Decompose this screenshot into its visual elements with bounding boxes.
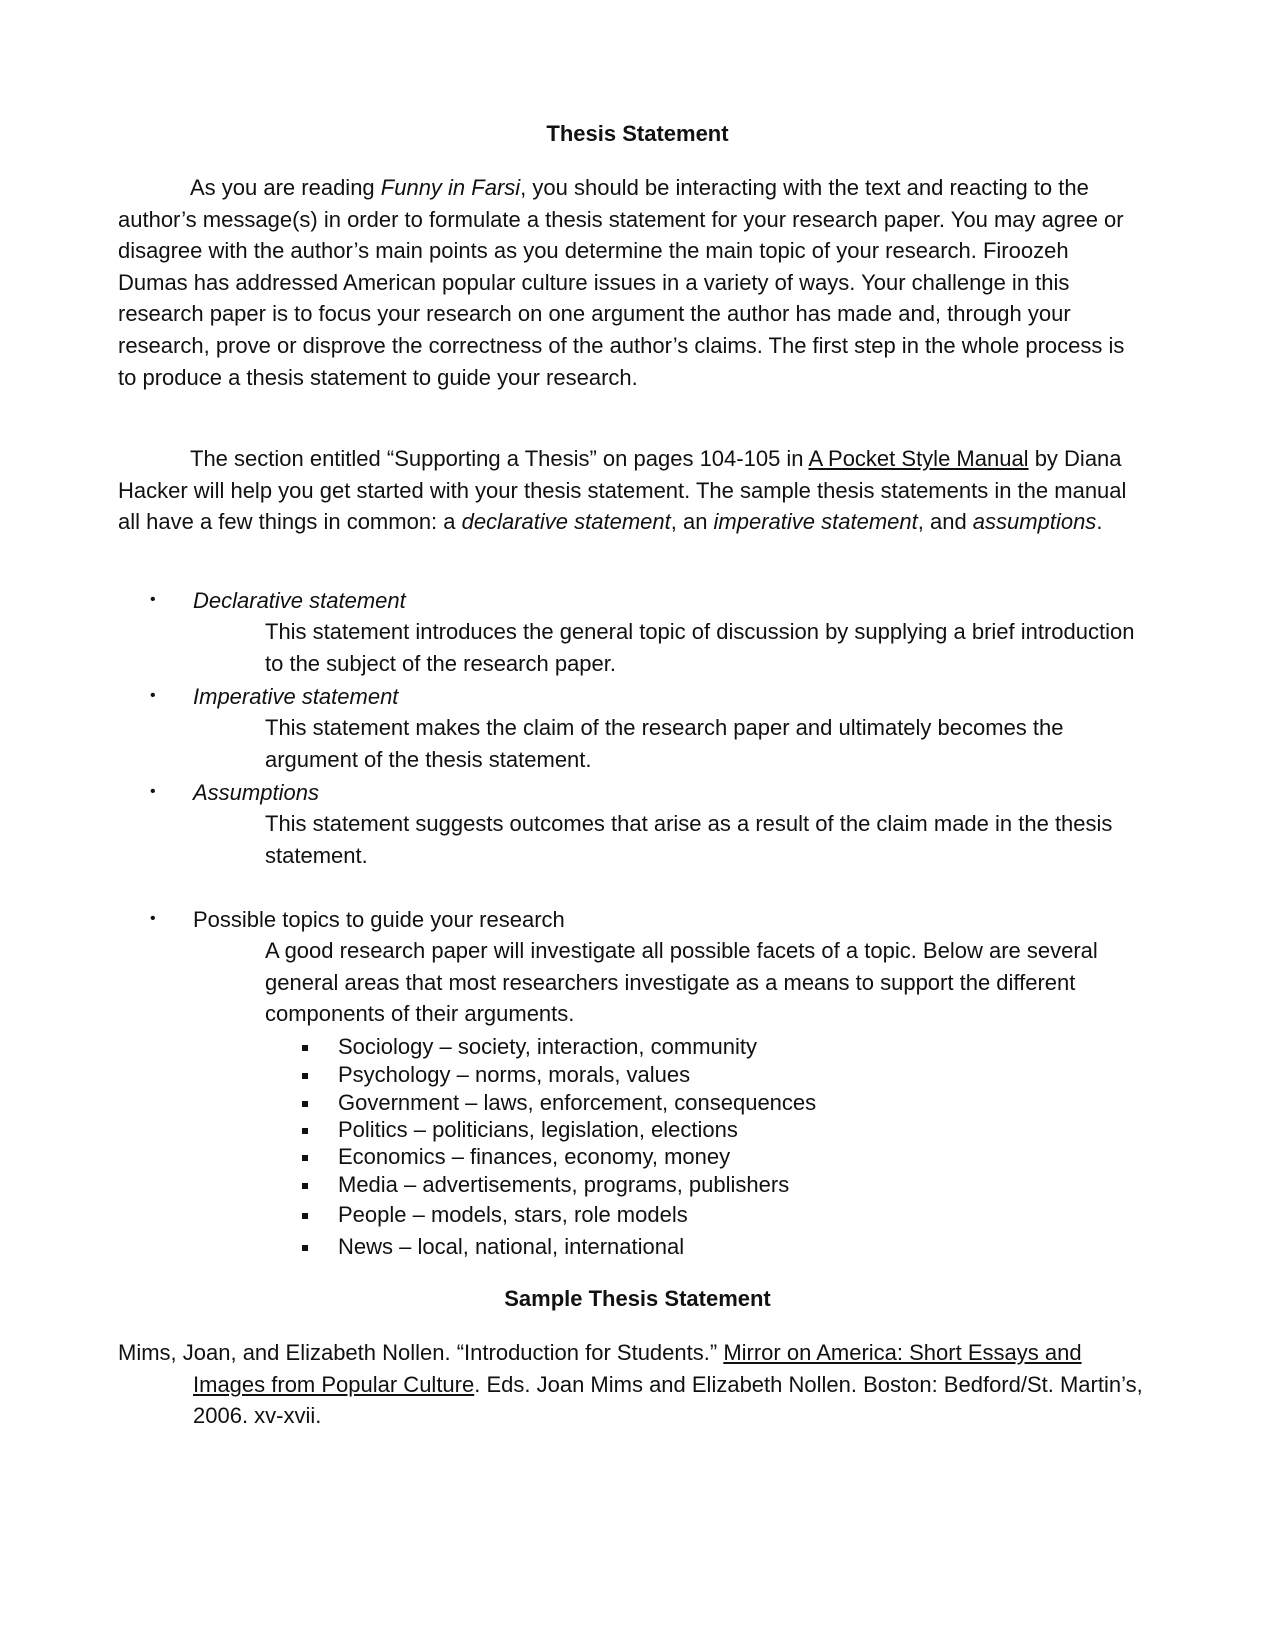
topics-description: A good research paper will investigate all possible facets of a topic. Below are several general areas that most researchers investigate as a means to support the different components of their arguments. bbox=[265, 938, 1098, 1027]
square-bullet-icon bbox=[302, 1128, 308, 1134]
list-item bbox=[0, 1202, 1275, 1230]
bullet-label: Assumptions bbox=[193, 780, 319, 805]
manual-mid: by Diana Hacker will help you get started with your thesis statement. The sample thesis statements in the manual all have a few things in common: a bbox=[118, 446, 1127, 535]
bullet-dot: • bbox=[150, 687, 156, 704]
list-item bbox=[0, 1117, 1275, 1145]
list-item bbox=[0, 1172, 1275, 1200]
bullet-description: This statement makes the claim of the research paper and ultimately becomes the argument of the thesis statement. bbox=[265, 715, 1064, 772]
book-title: Funny in Farsi bbox=[380, 175, 521, 200]
bullet-label: Declarative statement bbox=[193, 588, 406, 613]
square-bullet-icon bbox=[302, 1073, 308, 1079]
list-item bbox=[0, 1090, 1275, 1118]
list-item-text: Psychology – norms, morals, values bbox=[338, 1062, 691, 1087]
bullet-description: This statement suggests outcomes that arise as a result of the claim made in the thesis statement. bbox=[265, 811, 1113, 868]
term-sep-1: , an bbox=[670, 509, 714, 535]
bullet-label: Imperative statement bbox=[193, 684, 399, 709]
bullet-label: Possible topics to guide your research bbox=[193, 907, 565, 932]
term-sep-2: , and bbox=[917, 509, 973, 535]
manual-title: A Pocket Style Manual bbox=[808, 446, 1029, 471]
intro-lead: As you are reading bbox=[190, 175, 381, 200]
intro-paragraph bbox=[118, 172, 1138, 393]
square-bullet-icon bbox=[302, 1213, 308, 1219]
citation-rest: . Eds. Joan Mims and Elizabeth Nollen. Boston: Bedford/St. Martin’s, 2006. xv-xvii. bbox=[193, 1371, 1143, 1429]
list-item-text: News – local, national, international bbox=[338, 1234, 685, 1259]
sample-title: Sample Thesis Statement bbox=[504, 1286, 771, 1311]
list-item-text: People – models, stars, role models bbox=[338, 1202, 688, 1227]
bullet-dot: • bbox=[150, 591, 156, 608]
list-item-text: Media – advertisements, programs, publishers bbox=[338, 1172, 790, 1197]
list-item-text: Sociology – society, interaction, community bbox=[338, 1034, 757, 1059]
square-bullet-icon bbox=[302, 1245, 308, 1251]
list-item-text: Government – laws, enforcement, consequences bbox=[338, 1090, 817, 1115]
manual-lead: The section entitled “Supporting a Thesis” on pages 104-105 in bbox=[190, 446, 809, 471]
term-assumptions: assumptions bbox=[972, 509, 1097, 535]
citation-book-title: Mirror on America: Short Essays and Images from Popular Culture bbox=[193, 1340, 1082, 1397]
intro-rest: , you should be interacting with the text and reacting to the author’s message(s) in order to formulate a thesis statement for your research paper. You may agree or disagree with the author’s main points as you determine the main topic of your research. Firoozeh Dumas has addressed American popular culture issues in a variety of ways. Your challenge in this research paper is to focus your research on one argument the author has made and, through your research, prove or disprove the correctness of the author’s claims. The first step in the whole process is to produce a thesis statement to guide your research. bbox=[118, 175, 1125, 390]
square-bullet-icon bbox=[302, 1101, 308, 1107]
page-title: Thesis Statement bbox=[546, 121, 729, 146]
bullet-dot: • bbox=[150, 910, 156, 927]
bullet-dot: • bbox=[150, 783, 156, 800]
square-bullet-icon bbox=[302, 1045, 308, 1051]
list-item bbox=[0, 1234, 1275, 1262]
term-declarative: declarative statement bbox=[461, 509, 671, 535]
term-imperative: imperative statement bbox=[713, 509, 918, 535]
list-item bbox=[0, 1062, 1275, 1090]
bullet-description: This statement introduces the general topic of discussion by supplying a brief introduction to the subject of the research paper. bbox=[265, 619, 1135, 676]
manual-paragraph bbox=[118, 443, 1138, 538]
citation bbox=[118, 1337, 1153, 1432]
list-item-text: Politics – politicians, legislation, elections bbox=[338, 1117, 738, 1142]
citation-authors: Mims, Joan, and Elizabeth Nollen. “Introduction for Students.” bbox=[118, 1340, 724, 1365]
list-item bbox=[0, 1144, 1275, 1172]
square-bullet-icon bbox=[302, 1155, 308, 1161]
manual-end: . bbox=[1096, 509, 1103, 535]
list-item-text: Economics – finances, economy, money bbox=[338, 1144, 731, 1169]
list-item bbox=[0, 1034, 1275, 1062]
square-bullet-icon bbox=[302, 1183, 308, 1189]
